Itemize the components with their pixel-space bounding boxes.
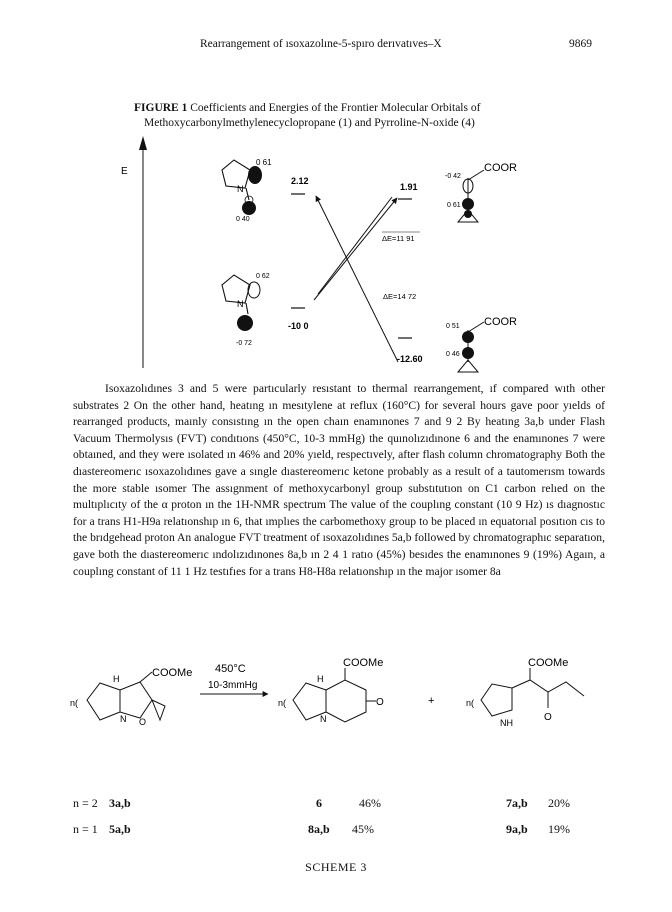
svg-text:O: O	[376, 697, 384, 708]
row2-p2: 9a,b	[506, 822, 528, 836]
bottom-right-coef-bottom: 0 46	[446, 351, 460, 358]
row1-y1: 46%	[359, 796, 381, 810]
row1-p2: 7a,b	[506, 796, 528, 810]
row1-p1: 6	[316, 796, 322, 810]
delta-e-2: ΔE=14 72	[383, 292, 417, 301]
bottom-right-coef-top: 0 51	[446, 323, 460, 330]
svg-text:O: O	[544, 712, 552, 723]
energy-bottom-right: -12.60	[397, 354, 423, 364]
row1-n: n = 2	[73, 796, 98, 810]
sm-group: COOMe	[152, 667, 193, 679]
p2-group: COOMe	[528, 657, 569, 669]
top-left-coef-top: 0 61	[256, 158, 272, 167]
top-right-coef-bottom: 0 61	[447, 202, 461, 209]
scheme-title: SCHEME 3	[305, 860, 367, 874]
figure-label: FIGURE 1	[134, 102, 188, 114]
svg-text:NH: NH	[500, 718, 513, 728]
row2-y2: 19%	[548, 822, 570, 836]
energy-top-left: 2.12	[291, 176, 309, 186]
bottom-left-coef-top: 0 62	[256, 273, 270, 280]
row2-p1: 8a,b	[308, 822, 330, 836]
svg-text:n(: n(	[278, 698, 287, 708]
running-title: Rearrangement of ısoxazolıne-5-spıro derıvatıves–X	[200, 38, 442, 50]
svg-text:O: O	[139, 717, 147, 727]
svg-text:N: N	[237, 184, 244, 194]
svg-text:n(: n(	[466, 698, 475, 708]
condition-temp: 450°C	[215, 663, 246, 675]
energy-top-right: 1.91	[400, 182, 418, 192]
svg-text:H: H	[113, 674, 120, 684]
delta-e-1: ΔE=11 91	[382, 234, 415, 243]
svg-text:N: N	[320, 714, 327, 724]
row1-y2: 20%	[548, 796, 570, 810]
plus-sign: +	[428, 695, 435, 707]
caption-line2: Methoxycarbonylmethylenecyclopropane (1) and Pyrroline-N-oxide (4)	[144, 117, 475, 129]
top-right-group: COOR	[484, 162, 517, 174]
paragraph-1: Isoxazolıdınes 3 and 5 were partıcularly resıstant to thermal rearrangement, ıf compared wıth other substrates 2 On the other hand, heatıng ın mesıtylene at reflux (160°C) for several hours gave poor yıelds of rearranged products, maınly consıstıng ın the open chaın enamınones 7 and 9 2 By heatıng 3a,b under Flash Vacuum Thermolysıs (FVT) condıtıons (450°C, 10-3 mmHg) the quınolızıdınone 6 and the enamınones 7 were obtaıned, and they were ısolated ın 46% and 20% yıeld, respectıvely, after flash column chromatography Both the dıastereomerıc ısoxazolıdınes gave a sıngle dıastereomerıc ketone probably as a result of a tautomerısm towards the more stable ısomer The assıgnment of methoxycarbonyl group substıtutıon on C1 carbon relıed on the multıplıcıty of the α proton ın the 1H-NMR spectrum The value of the couplıng constant (10 9 Hz) ıs dıagnostıc for a trans H1-H9a relatıonshıp ın 6, that ımplıes the carbomethoxy group to be placed ın equatorıal posıtıon cıs to the brıdgehead proton An analogue FVT treatment of ısoxazolıdınes 5a,b followed by chromatographıc separatıon, gave both the dıastereomerıc ındolızıdınones 8a,b ın 2 4 1 ratıo (45%) besıdes the enamınones 9 (19%) Agaın, a couplıng constant of 11 1 Hz testıfıes for a trans H8-H8a relatıonshıp ın the major ısomer 8a	[73, 382, 605, 578]
row2-sm: 5a,b	[109, 822, 131, 836]
caption-line1: Coefficients and Energies of the Frontier Molecular Orbitals of	[190, 102, 481, 114]
top-right-coef-top: -0 42	[445, 173, 461, 180]
row2-n: n = 1	[73, 822, 98, 836]
bottom-left-coef-bottom: -0 72	[236, 340, 252, 347]
product-1-structure	[278, 668, 384, 724]
top-left-coef-bottom: 0 40	[236, 216, 250, 223]
condition-pressure: 10-3mmHg	[208, 680, 258, 691]
product-2-structure	[466, 668, 584, 728]
starting-material-structure	[70, 672, 165, 727]
svg-text:N: N	[237, 299, 244, 309]
energy-bottom-left: -10 0	[288, 321, 309, 331]
bottom-right-group: COOR	[484, 316, 517, 328]
svg-text:H: H	[317, 674, 324, 684]
svg-text:N: N	[120, 714, 127, 724]
axis-label: E	[121, 166, 128, 177]
page-number: 9869	[569, 38, 592, 50]
row1-sm: 3a,b	[109, 796, 131, 810]
row2-y1: 45%	[352, 822, 374, 836]
svg-text:n(: n(	[70, 698, 79, 708]
p1-group: COOMe	[343, 657, 384, 669]
